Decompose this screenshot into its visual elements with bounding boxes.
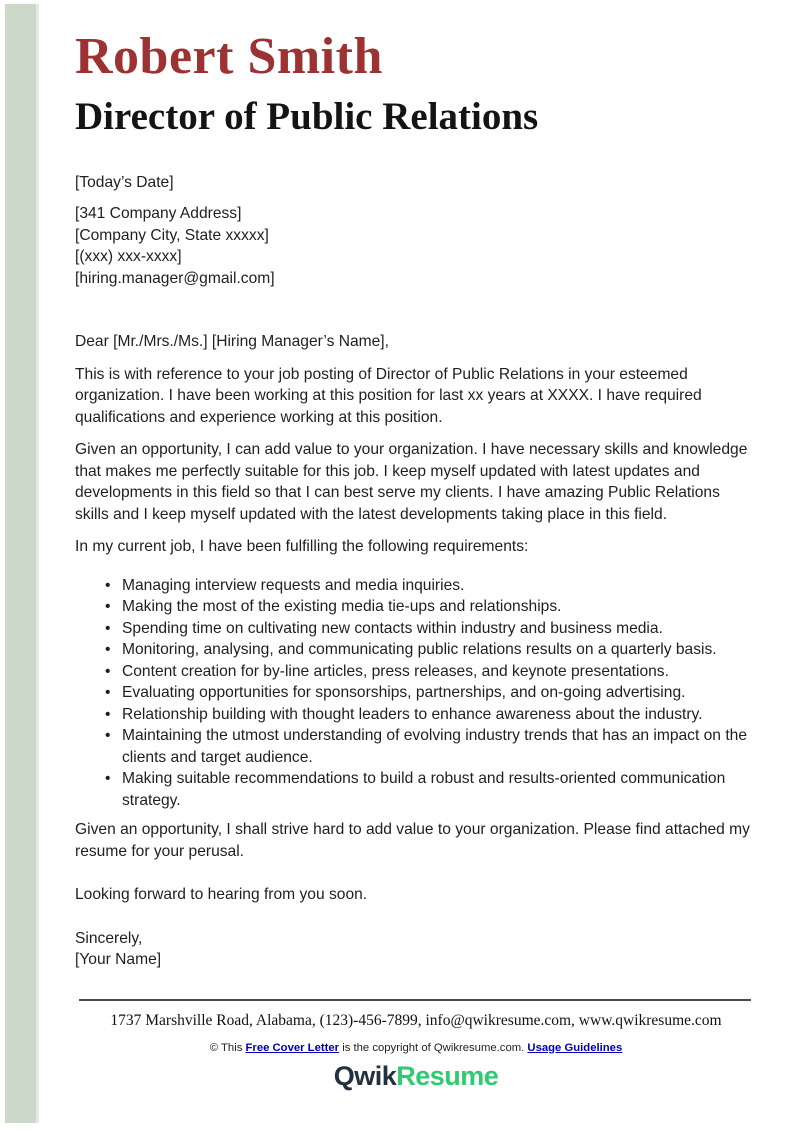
list-item: • Content creation for by-line articles, press releases, and keynote presentations. (122, 661, 757, 683)
signoff: Sincerely, (75, 929, 143, 947)
list-item: • Relationship building with thought leaders to enhance awareness about the industry. (122, 704, 757, 726)
logo-text-resume: Resume (396, 1060, 499, 1091)
list-item: • Maintaining the utmost understanding of evolving industry trends that has an impact on the clients and target audience. (122, 725, 757, 768)
signoff-block (75, 928, 757, 971)
salutation: Dear [Mr./Mrs./Ms.] [Hiring Manager’s Name], (75, 333, 389, 351)
body-paragraph: Given an opportunity, I can add value to your organization. I have necessary skills and knowledge that makes me perfectly suitable for this job. I keep myself updated with latest updates and developments in this field so that I can best serve my clients. I have amazing Public Relations skills and I keep myself updated with the latest developments taking place in this field. (75, 441, 748, 523)
date-line: [Today’s Date] (75, 173, 174, 191)
footer-divider (79, 999, 751, 1001)
copyright-middle: is the copyright of Qwikresume.com. (339, 1041, 528, 1054)
list-item: • Making suitable recommendations to build a robust and results-oriented communication strategy. (122, 768, 757, 811)
closing-paragraph: Given an opportunity, I shall strive hard to add value to your organization. Please find attached my resume for your perusal. (75, 821, 750, 860)
list-item: • Evaluating opportunities for sponsorships, partnerships, and on-going advertising. (122, 682, 757, 704)
body-paragraph: This is with reference to your job posting of Director of Public Relations in your esteemed organization. I have been working at this position for last xx years at XXXX. I have required qualifications and experience working at this position. (75, 365, 702, 426)
qwikresume-logo (75, 1062, 757, 1092)
list-item: • Managing interview requests and media inquiries. (122, 575, 757, 597)
requirements-list (75, 575, 757, 812)
address-line: [341 Company Address] (75, 205, 242, 223)
list-item: • Making the most of the existing media tie-ups and relationships. (122, 596, 757, 618)
address-line: [Company City, State xxxxx] (75, 226, 269, 244)
candidate-name: Robert Smith (75, 28, 383, 85)
job-title: Director of Public Relations (75, 94, 539, 138)
list-item: • Spending time on cultivating new contacts within industry and business media. (122, 618, 757, 640)
copyright-prefix: © This (209, 1041, 246, 1054)
cover-letter-page (75, 0, 757, 1091)
signature-placeholder: [Your Name] (75, 951, 162, 969)
closing-paragraph: Looking forward to hearing from you soon. (75, 886, 368, 904)
logo-text-qwik: Qwik (333, 1060, 397, 1091)
left-accent-band (5, 4, 39, 1123)
address-line: [(xxx) xxx-xxxx] (75, 248, 182, 266)
footer-copyright-line (75, 1042, 757, 1054)
address-line: [hiring.manager@gmail.com] (75, 269, 275, 287)
footer-contact-line: 1737 Marshville Road, Alabama, (123)-456-7899, info@qwikresume.com, www.qwikresume.com (110, 1011, 722, 1029)
free-cover-letter-link[interactable]: Free Cover Letter (245, 1041, 340, 1054)
recipient-address-block (75, 203, 757, 289)
list-item: • Monitoring, analysing, and communicating public relations results on a quarterly basis. (122, 639, 757, 661)
usage-guidelines-link[interactable]: Usage Guidelines (527, 1041, 623, 1054)
requirements-intro: In my current job, I have been fulfilling the following requirements: (75, 538, 529, 556)
